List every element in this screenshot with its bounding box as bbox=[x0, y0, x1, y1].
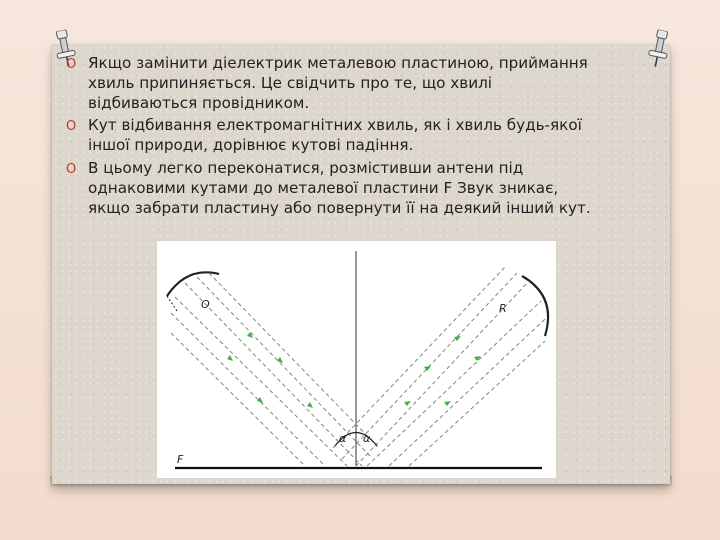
bullet-item-3 bbox=[62, 159, 602, 218]
right-antenna-label: R bbox=[499, 302, 507, 315]
angle-left-label: α bbox=[339, 432, 347, 445]
pushpin-right-icon bbox=[642, 28, 675, 71]
bullet-marker: O bbox=[66, 57, 77, 72]
bullet-marker: O bbox=[66, 161, 77, 177]
bullet-item-2 bbox=[62, 116, 602, 156]
wave-arrows bbox=[227, 332, 481, 408]
bullet-text-2: Кут відбивання електромагнітних хвиль, як і хвиль будь-якої іншої природи, дорівнює кутові падіння. bbox=[88, 116, 582, 155]
bullet-text-1: Якщо замінити діелектрик металевою пластиною, приймання хвиль припиняється. Це свідчить про те, що хвилі відбиваються провідником. bbox=[88, 54, 588, 112]
reflection-diagram-svg bbox=[157, 241, 556, 478]
bullet-list bbox=[62, 54, 602, 221]
reflection-diagram bbox=[157, 241, 556, 478]
left-antenna-edge bbox=[167, 296, 177, 311]
bullet-item-1 bbox=[62, 54, 602, 113]
left-antenna-label: O bbox=[201, 298, 210, 311]
bullet-text-3: В цьому легко переконатися, розмістивши антени під однаковими кутами до металевої пластини F Звук зникає, якщо забрати пластину або повернути її на деякий інший кут. bbox=[88, 158, 591, 217]
plate-label: F bbox=[177, 453, 184, 466]
bullet-marker: O bbox=[66, 119, 77, 135]
angle-right-label: α bbox=[363, 432, 371, 445]
